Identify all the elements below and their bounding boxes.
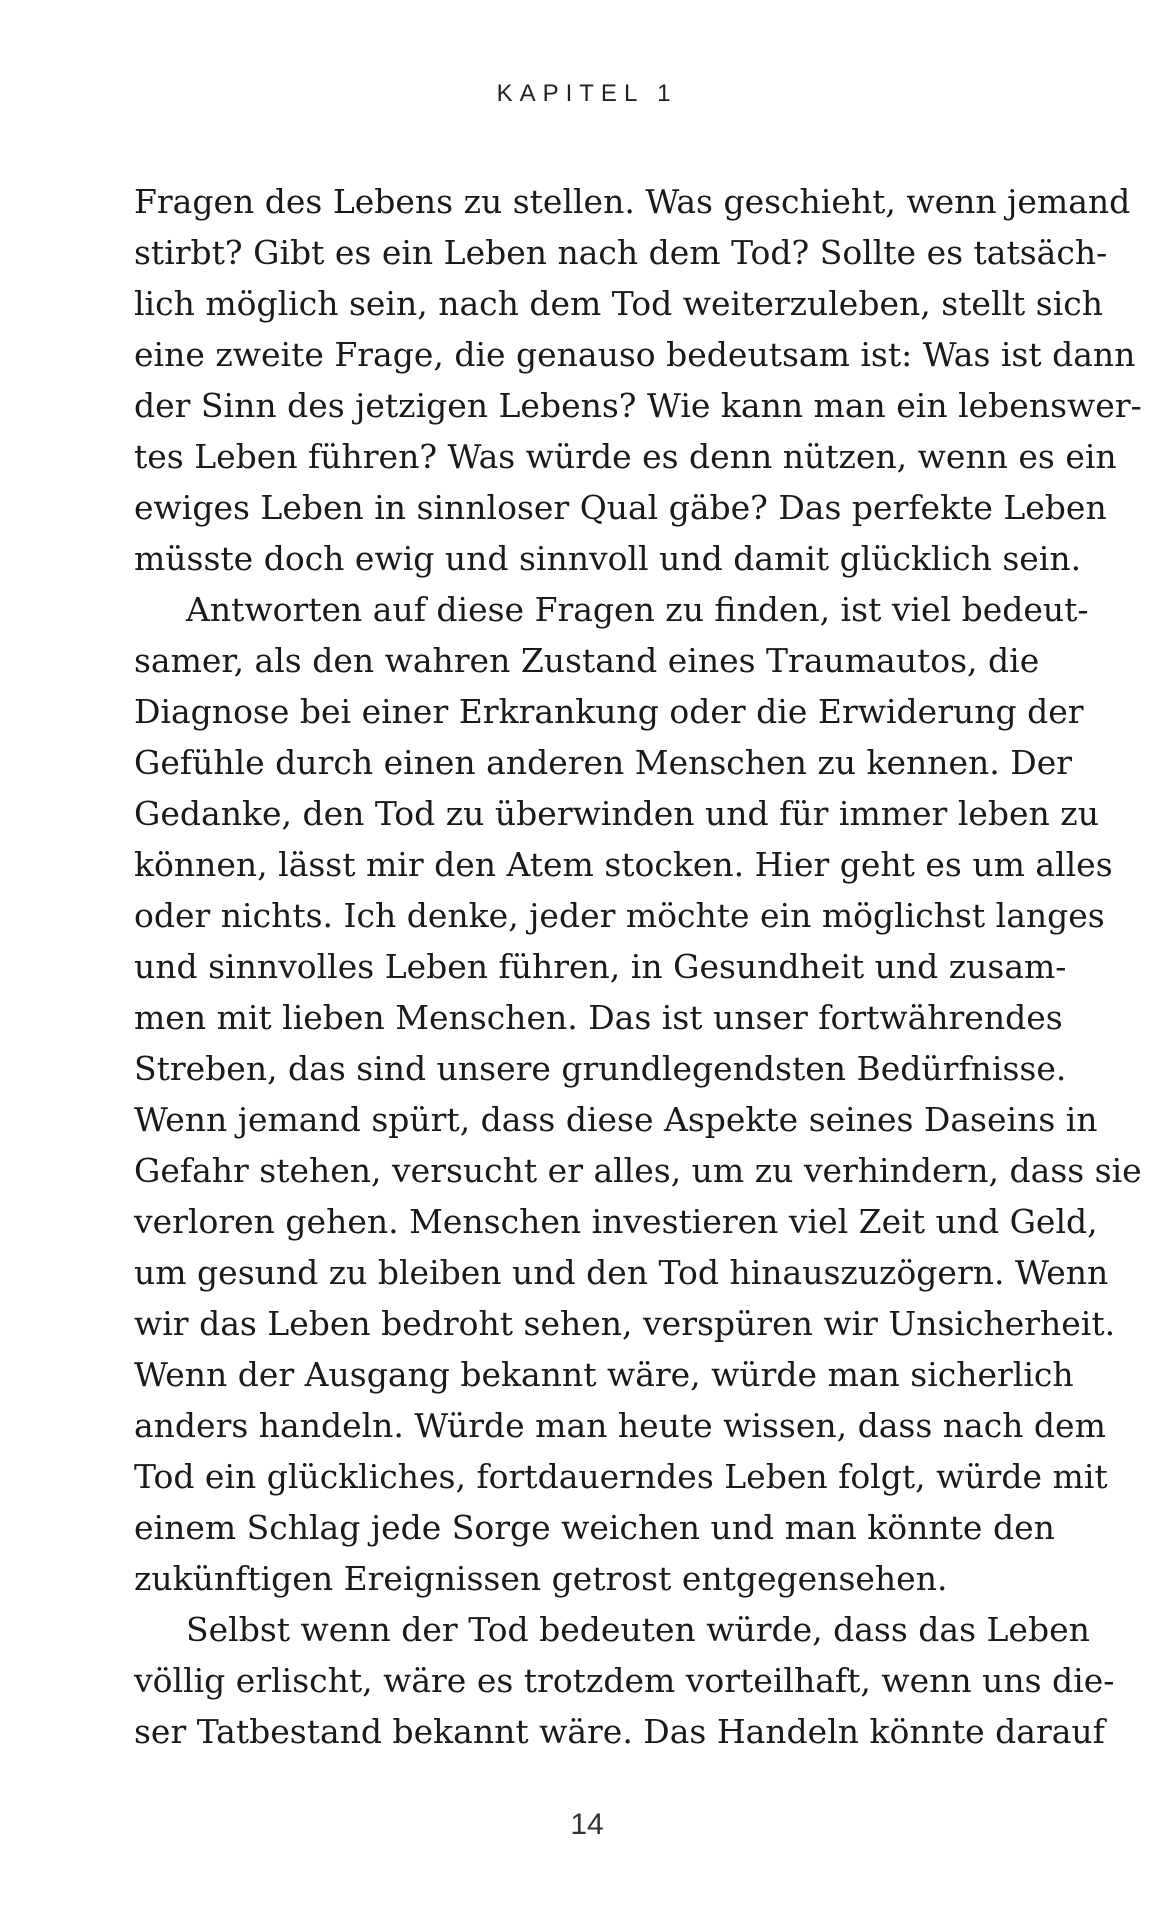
text-line: samer, als den wahren Zustand eines Traumautos, die — [134, 641, 1040, 680]
body-text — [134, 176, 1142, 1757]
text-line: Gedanke, den Tod zu überwinden und für immer leben zu — [134, 794, 1099, 833]
text-line: oder nichts. Ich denke, jeder möchte ein möglichst langes — [134, 896, 1105, 935]
text-line: eine zweite Frage, die genauso bedeutsam ist: Was ist dann — [134, 335, 1136, 374]
paragraph — [134, 584, 1142, 1604]
text-line: der Sinn des jetzigen Lebens? Wie kann man ein lebenswer- — [134, 386, 1142, 425]
text-line: verloren gehen. Menschen investieren viel Zeit und Geld, — [134, 1202, 1098, 1241]
text-line: Selbst wenn der Tod bedeuten würde, dass das Leben — [186, 1610, 1090, 1649]
text-line: Antworten auf diese Fragen zu finden, ist viel bedeut- — [186, 590, 1089, 629]
text-line: einem Schlag jede Sorge weichen und man könnte den — [134, 1508, 1055, 1547]
text-line: Wenn jemand spürt, dass diese Aspekte seines Daseins in — [134, 1100, 1098, 1139]
text-line: Fragen des Lebens zu stellen. Was geschieht, wenn jemand — [134, 182, 1131, 221]
text-line: Tod ein glückliches, fortdauerndes Leben folgt, würde mit — [134, 1457, 1108, 1496]
text-line: men mit lieben Menschen. Das ist unser fortwährendes — [134, 998, 1063, 1037]
text-line: Streben, das sind unsere grundlegendsten Bedürfnisse. — [134, 1049, 1067, 1088]
text-line: anders handeln. Würde man heute wissen, dass nach dem — [134, 1406, 1106, 1445]
text-line: zukünftigen Ereignissen getrost entgegensehen. — [134, 1559, 948, 1598]
text-line: tes Leben führen? Was würde es denn nützen, wenn es ein — [134, 437, 1117, 476]
text-line: um gesund zu bleiben und den Tod hinauszuzögern. Wenn — [134, 1253, 1109, 1292]
text-line: völlig erlischt, wäre es trotzdem vorteilhaft, wenn uns die- — [134, 1661, 1115, 1700]
text-line: Gefahr stehen, versucht er alles, um zu verhindern, dass sie — [134, 1151, 1142, 1190]
text-line: ewiges Leben in sinnloser Qual gäbe? Das perfekte Leben — [134, 488, 1107, 527]
running-head: KAPITEL 1 — [496, 80, 678, 107]
text-line: Wenn der Ausgang bekannt wäre, würde man sicherlich — [134, 1355, 1074, 1394]
text-line: Gefühle durch einen anderen Menschen zu kennen. Der — [134, 743, 1073, 782]
text-line: müsste doch ewig und sinnvoll und damit glücklich sein. — [134, 539, 1082, 578]
text-line: lich möglich sein, nach dem Tod weiterzuleben, stellt sich — [134, 284, 1104, 323]
text-line: Diagnose bei einer Erkrankung oder die Erwiderung der — [134, 692, 1084, 731]
paragraph — [134, 176, 1142, 584]
text-line: stirbt? Gibt es ein Leben nach dem Tod? Sollte es tatsäch- — [134, 233, 1108, 272]
text-line: wir das Leben bedroht sehen, verspüren wir Unsicherheit. — [134, 1304, 1116, 1343]
paragraph — [134, 1604, 1115, 1757]
text-line: ser Tatbestand bekannt wäre. Das Handeln könnte darauf — [134, 1712, 1105, 1751]
page-number: 14 — [570, 1808, 604, 1841]
text-line: und sinnvolles Leben führen, in Gesundheit und zusam- — [134, 947, 1067, 986]
text-line: können, lässt mir den Atem stocken. Hier geht es um alles — [134, 845, 1113, 884]
